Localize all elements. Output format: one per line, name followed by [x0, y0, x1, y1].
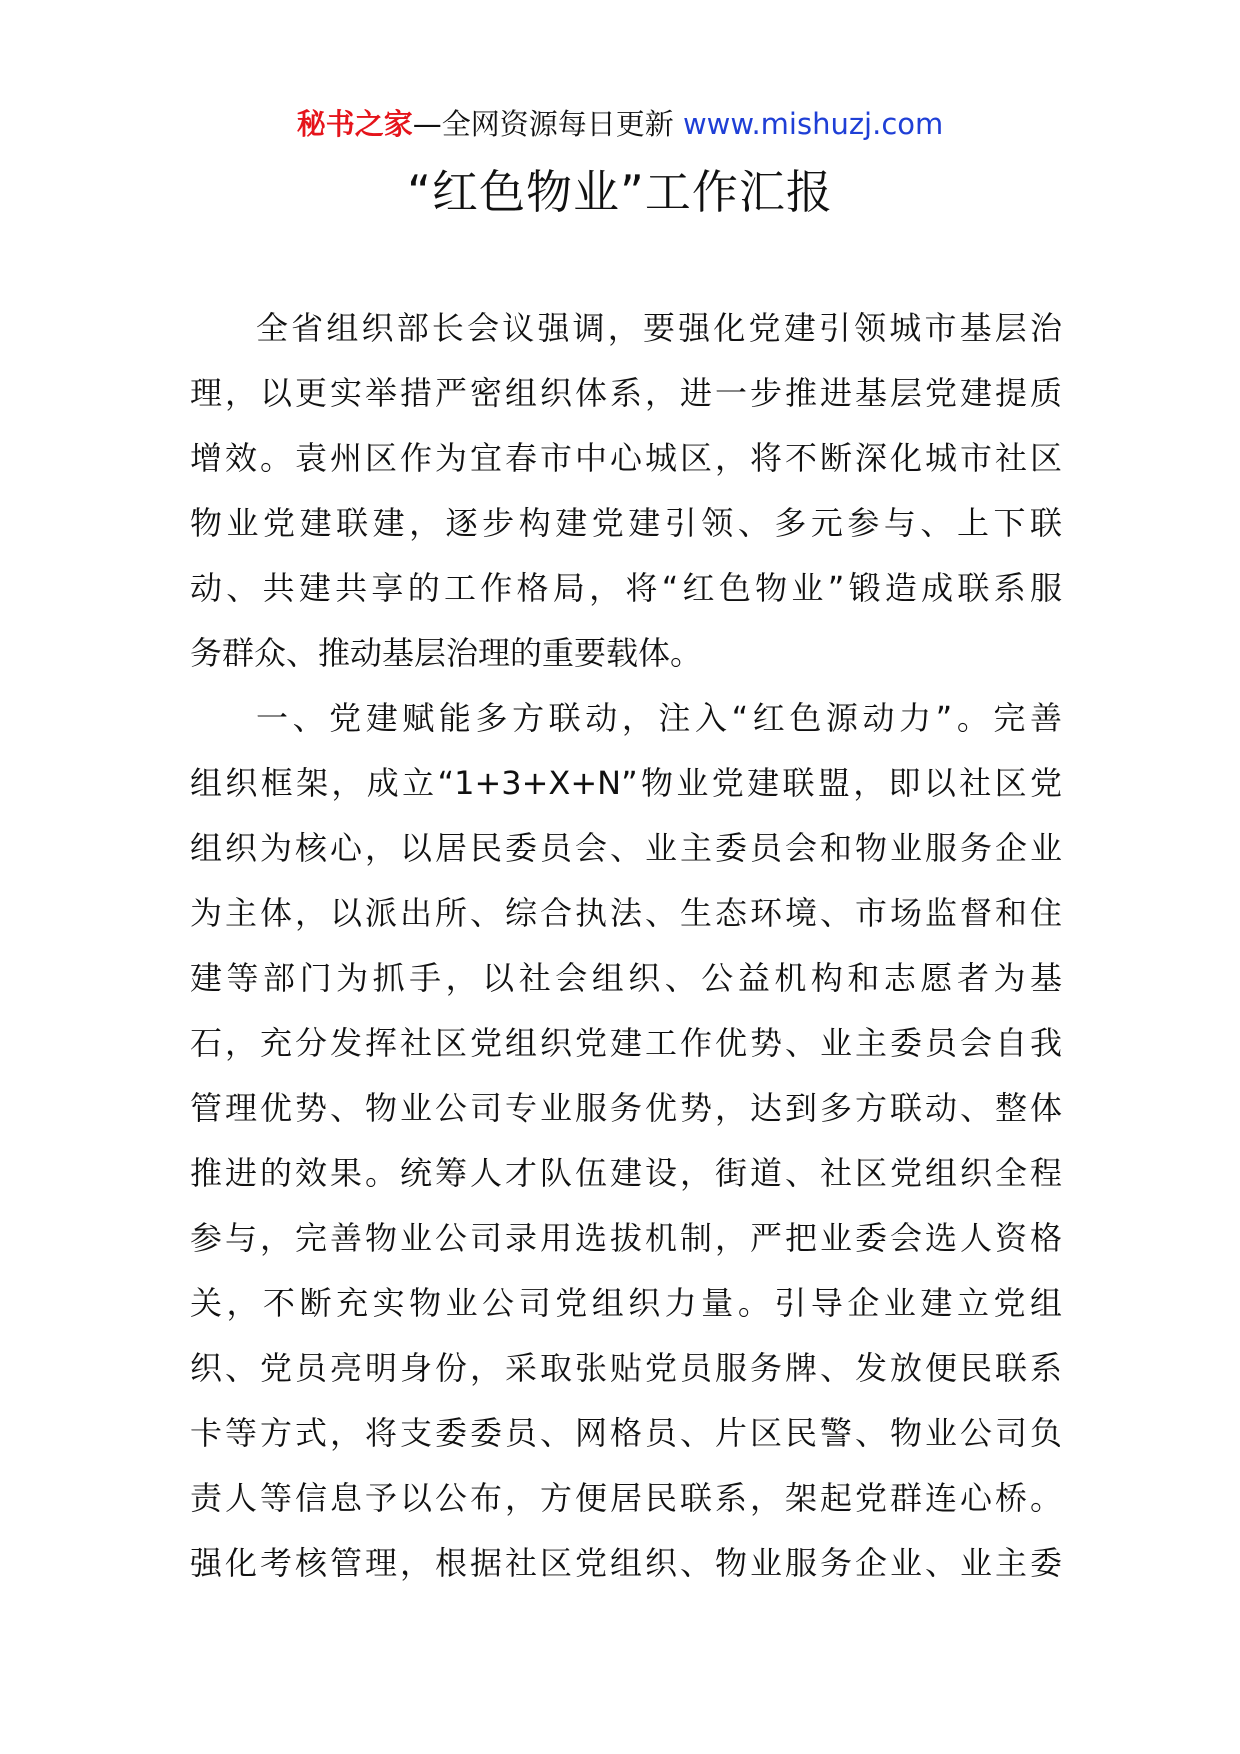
paragraph-1-line: 动、共建共享的工作格局，将“红色物业”锻造成联系服: [190, 569, 1062, 607]
paragraph-1-line: 务群众、推动基层治理的重要载体。: [190, 634, 703, 672]
paragraph-2-line: 管理优势、物业公司专业服务优势，达到多方联动、整体: [190, 1089, 1062, 1127]
paragraph-2-line: 一、党建赋能多方联动，注入“红色源动力”。完善: [256, 699, 1062, 737]
site-tagline: —全网资源每日更新: [412, 107, 674, 141]
document-body: [190, 296, 1062, 1596]
site-brand: 秘书之家: [296, 107, 413, 141]
paragraph-2-line: 为主体，以派出所、综合执法、生态环境、市场监督和住: [190, 894, 1062, 932]
paragraph-2-line: 石，充分发挥社区党组织党建工作优势、业主委员会自我: [190, 1024, 1062, 1062]
paragraph-2-line: 织、党员亮明身份，采取张贴党员服务牌、发放便民联系: [190, 1349, 1062, 1387]
paragraph-2-line: 强化考核管理，根据社区党组织、物业服务企业、业主委: [190, 1544, 1062, 1582]
paragraph-2-line: 关，不断充实物业公司党组织力量。引导企业建立党组: [190, 1284, 1062, 1322]
paragraph-2-line: 参与，完善物业公司录用选拔机制，严把业委会选人资格: [190, 1219, 1062, 1257]
document-title: “红色物业”工作汇报: [407, 165, 833, 219]
site-url-link[interactable]: www.mishuzj.com: [682, 107, 944, 141]
paragraph-2-line: 推进的效果。统筹人才队伍建设，街道、社区党组织全程: [190, 1154, 1062, 1192]
paragraph-1-line: 物业党建联建，逐步构建党建引领、多元参与、上下联: [190, 504, 1062, 542]
paragraph-1-line: 理，以更实举措严密组织体系，进一步推进基层党建提质: [190, 374, 1062, 412]
paragraph-2-line: 组织框架，成立“1+3+X+N”物业党建联盟，即以社区党: [190, 764, 1062, 802]
paragraph-1-line: 全省组织部长会议强调，要强化党建引领城市基层治: [256, 309, 1062, 347]
site-header: [0, 102, 1240, 146]
paragraph-2-line: 建等部门为抓手，以社会组织、公益机构和志愿者为基: [190, 959, 1062, 997]
paragraph-2-line: 卡等方式，将支委委员、网格员、片区民警、物业公司负: [190, 1414, 1062, 1452]
paragraph-1-line: 增效。袁州区作为宜春市中心城区，将不断深化城市社区: [190, 439, 1062, 477]
paragraph-2-line: 组织为核心，以居民委员会、业主委员会和物业服务企业: [190, 829, 1062, 867]
paragraph-2-line: 责人等信息予以公布，方便居民联系，架起党群连心桥。: [190, 1479, 1062, 1517]
